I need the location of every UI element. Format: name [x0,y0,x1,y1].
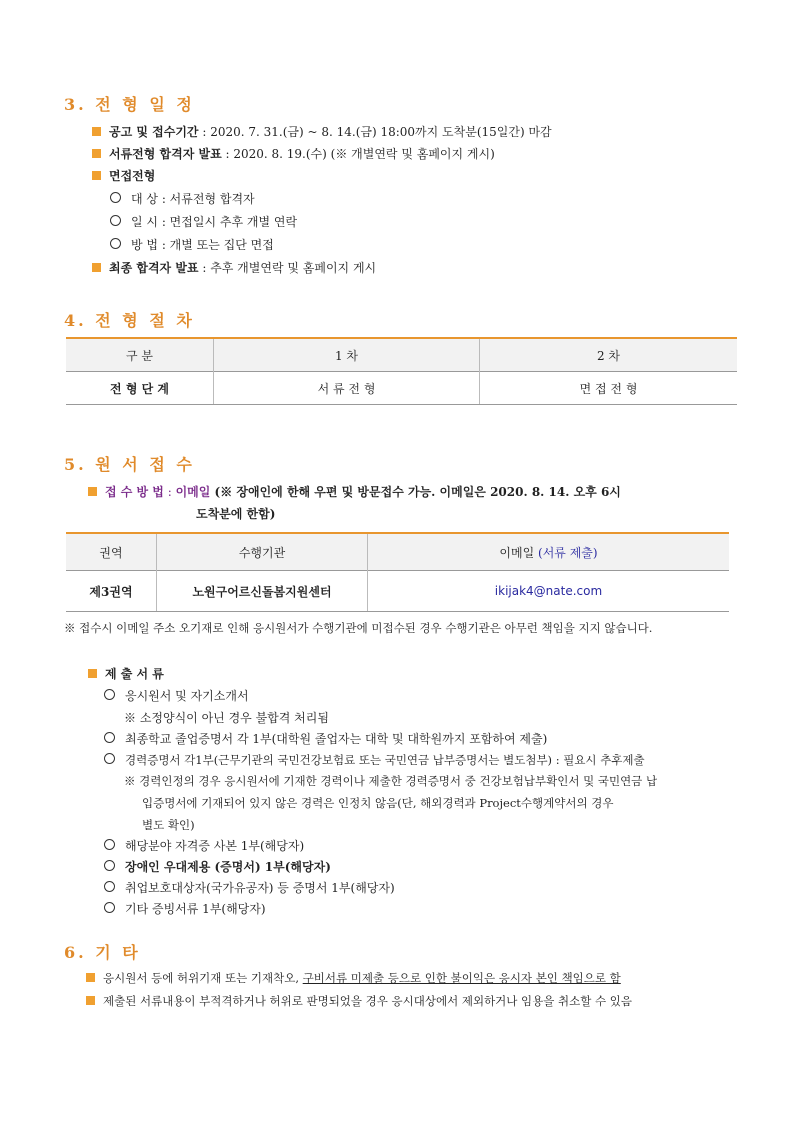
method-note-cont: 도착분에 한함) [196,507,276,521]
item-label: 서류전형 합격자 발표 [109,147,222,161]
warning-note: ※ 접수시 이메일 주소 오기재로 인해 응시원서가 수행기관에 미접수된 경우 수행기관은 아무런 책임을 지지 않습니다. [64,621,653,635]
square-bullet-icon [88,669,97,678]
submission-table [66,532,729,612]
documents-title: 제 출 서 류 [88,666,164,682]
procedure-table [66,337,737,405]
square-bullet-icon [92,171,101,180]
list-item: 기타 증빙서류 1부(해당자) [104,901,266,917]
circle-bullet-icon [104,860,115,871]
table-cell: 제3권역 [66,571,157,612]
list-item: 장애인 우대제용 (증명서) 1부(해당자) [104,859,331,875]
list-item-note: ※ 소정양식이 아닌 경우 불합격 처리됨 [124,711,329,725]
interview-subitem: 일 시 : 면접일시 추후 개별 연락 [110,214,297,230]
list-item: 최종학교 졸업증명서 각 1부(대학원 졸업자는 대학 및 대학원까지 포함하여 제출) [104,731,547,747]
submission-method: 접 수 방 법 : 이메일 (※ 장애인에 한해 우편 및 방문접수 가능. 이메일은 2020. 8. 14. 오후 6시 [88,484,621,500]
item-label: 최종 합격자 발표 [109,261,199,275]
list-item-note: ※ 경력인정의 경우 응시원서에 기재한 경력이나 제출한 경력증명서 중 건강보험납부확인서 및 국민연금 납 [124,774,658,788]
email-link[interactable]: ikijak4@nate.com [368,571,730,612]
table-cell: 서 류 전 형 [214,372,480,405]
table-row [66,372,737,405]
schedule-item-document-result [92,146,495,162]
header-cell: 이메일 (서류 제출) [368,533,730,571]
item-text: : 추후 개별연락 및 홈페이지 게시 [198,261,377,275]
square-bullet-icon [86,973,95,982]
square-bullet-icon [88,487,97,496]
list-item-note: 별도 확인) [142,818,195,832]
schedule-item-application [92,124,552,140]
method-value: 이메일 [175,485,211,499]
section-4-title: 4. 전 형 절 차 [64,311,195,330]
table-cell: 전 형 단 계 [66,372,214,405]
circle-bullet-icon [104,839,115,850]
header-cell: 2 차 [480,338,738,372]
section-6-title: 6. 기 타 [64,943,141,962]
method-note: (※ 장애인에 한해 우편 및 방문접수 가능. 이메일은 2020. 8. 14. 오후 6시 [210,485,621,499]
header-cell: 1 차 [214,338,480,372]
circle-bullet-icon [104,753,115,764]
circle-bullet-icon [104,881,115,892]
item-label: 공고 및 접수기간 [109,125,199,139]
etc-item: 응시원서 등에 허위기재 또는 기재착오, 구비서류 미제출 등으로 인한 불이익은 응시자 본인 책임으로 함 [86,970,621,986]
table-cell: 노원구어르신돌봄지원센터 [157,571,368,612]
square-bullet-icon [92,263,101,272]
item-text: : 2020. 7. 31.(금) ~ 8. 14.(금) 18:00까지 도착분(15일간) 마감 [198,125,552,139]
list-item-note: 입증명서에 기재되어 있지 않은 경력은 인정치 않음(단, 해외경력과 Project수행계약서의 경우 [142,796,614,810]
header-cell: 권역 [66,533,157,571]
etc-item: 제출된 서류내용이 부적격하거나 허위로 판명되었을 경우 응시대상에서 제외하거나 임용을 취소할 수 있음 [86,993,632,1009]
list-item: 취업보호대상자(국가유공자) 등 증명서 1부(해당자) [104,880,395,896]
list-item: 경력증명서 각1부(근무기관의 국민건강보험료 또는 국민연금 납부증명서는 별도첨부) : 필요시 추후제출 [104,752,645,768]
table-header-row [66,533,729,571]
schedule-item-interview [92,168,155,184]
table-row [66,571,729,612]
section-3-title: 3. 전 형 일 정 [64,95,195,114]
schedule-item-final-result [92,260,376,276]
section-5-title: 5. 원 서 접 수 [64,455,195,474]
table-header-row [66,338,737,372]
circle-bullet-icon [104,732,115,743]
circle-bullet-icon [110,238,121,249]
method-label: 접 수 방 법 [105,485,164,499]
square-bullet-icon [92,149,101,158]
item-label: 면접전형 [109,169,156,183]
list-item: 응시원서 및 자기소개서 [104,688,249,704]
interview-subitem: 방 법 : 개별 또는 집단 면접 [110,237,274,253]
item-text: : 2020. 8. 19.(수) (※ 개별연락 및 홈페이지 게시) [221,147,495,161]
header-cell: 수행기관 [157,533,368,571]
table-cell: 면 접 전 형 [480,372,738,405]
interview-subitem: 대 상 : 서류전형 합격자 [110,191,255,207]
list-item: 해당분야 자격증 사본 1부(해당자) [104,838,304,854]
square-bullet-icon [92,127,101,136]
circle-bullet-icon [104,689,115,700]
circle-bullet-icon [104,902,115,913]
circle-bullet-icon [110,215,121,226]
circle-bullet-icon [110,192,121,203]
square-bullet-icon [86,996,95,1005]
header-cell: 구 분 [66,338,214,372]
